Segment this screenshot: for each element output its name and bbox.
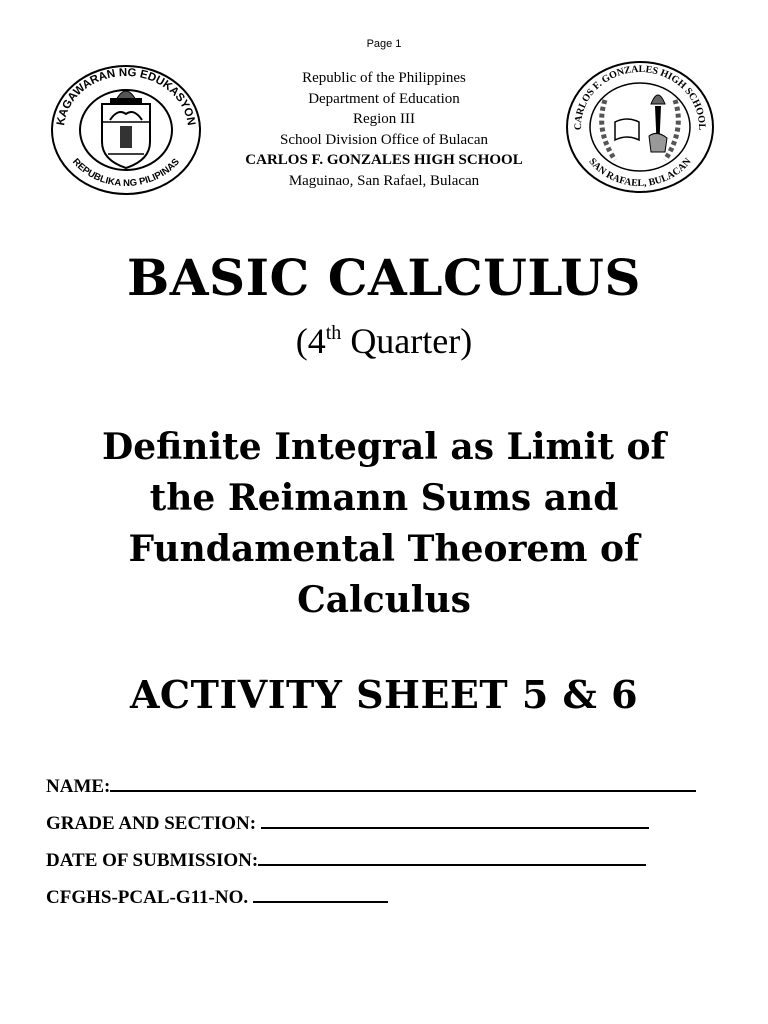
header-school-name: CARLOS F. GONZALES HIGH SCHOOL	[245, 152, 523, 168]
name-label: NAME:	[46, 776, 111, 797]
quarter-label	[0, 320, 768, 362]
grade-section-field	[46, 809, 726, 846]
header-block	[200, 68, 568, 191]
topic-title	[60, 422, 708, 626]
grade-section-label: GRADE AND SECTION:	[46, 813, 257, 834]
header-address: Maguinao, San Rafael, Bulacan	[288, 172, 480, 189]
topic-line: the Reimann Sums and	[149, 477, 619, 519]
school-seal-icon	[565, 60, 715, 194]
header-division: School Division Office of Bulacan	[279, 131, 488, 148]
svg-text:SAN RAFAEL, BULACAN: SAN RAFAEL, BULACAN	[586, 156, 694, 190]
date-submission-field	[46, 846, 726, 883]
topic-line: Fundamental Theorem of	[128, 528, 640, 570]
deped-seal-icon	[50, 64, 202, 196]
topic-line: Definite Integral as Limit of	[102, 426, 666, 468]
header-department: Department of Education	[308, 90, 460, 107]
activity-title: ACTIVITY SHEET 5 & 6	[129, 672, 639, 717]
subject-title: BASIC CALCULUS	[126, 248, 642, 307]
grade-section-blank[interactable]	[261, 809, 649, 829]
name-field	[46, 772, 726, 809]
student-info-form	[46, 772, 726, 920]
name-blank[interactable]	[110, 772, 696, 792]
svg-text:KAGAWARAN NG EDUKASYON: KAGAWARAN NG EDUKASYON	[55, 66, 197, 127]
svg-text:REPUBLIKA NG PILIPINAS: REPUBLIKA NG PILIPINAS	[70, 156, 182, 190]
header-region: Region III	[352, 111, 416, 127]
code-field	[46, 883, 726, 920]
header-republic: Republic of the Philippines	[302, 70, 466, 86]
topic-line: Calculus	[297, 579, 471, 621]
quarter-superscript: th	[325, 322, 342, 344]
quarter-close: Quarter)	[341, 321, 473, 361]
page-number: Page 1	[366, 38, 402, 50]
svg-text:CARLOS F. GONZALES HIGH SCHOOL: CARLOS F. GONZALES HIGH SCHOOL	[572, 63, 708, 131]
date-submission-blank[interactable]	[258, 846, 646, 866]
quarter-open: (4	[295, 321, 326, 361]
code-blank[interactable]	[253, 883, 388, 903]
date-submission-label: DATE OF SUBMISSION:	[46, 850, 259, 871]
code-label: CFGHS-PCAL-G11-NO.	[46, 887, 249, 908]
